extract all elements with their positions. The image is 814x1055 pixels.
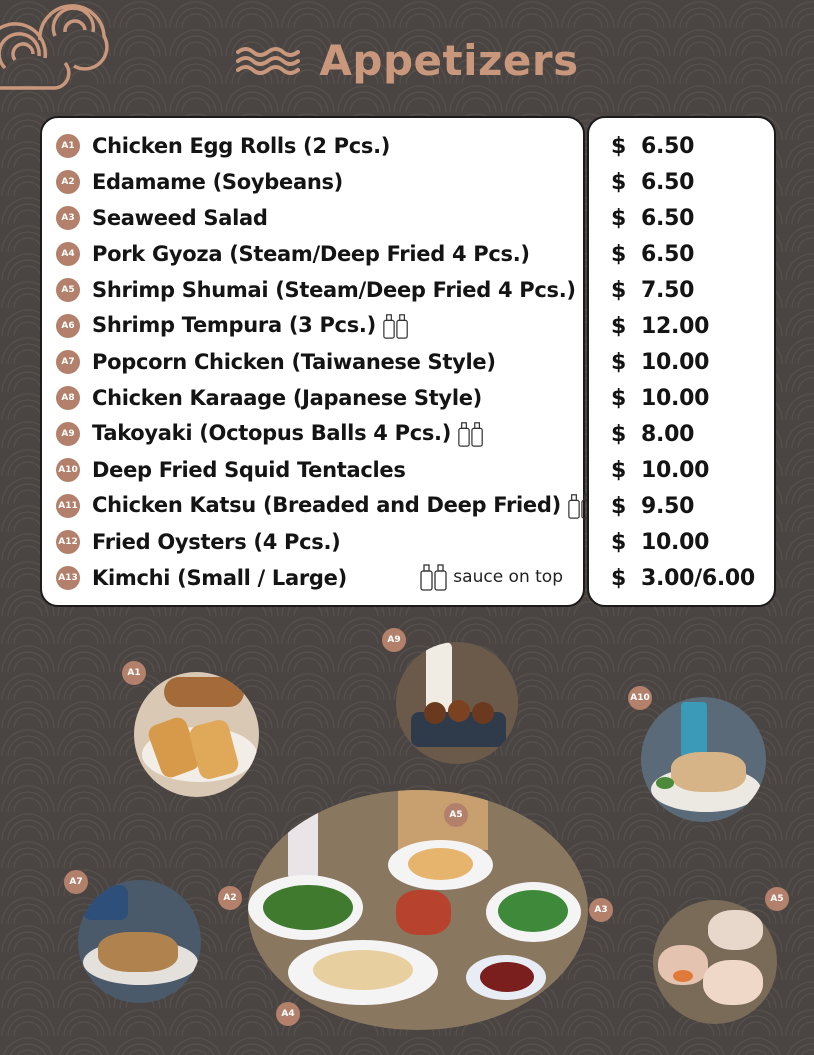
- page-title: Appetizers: [319, 36, 579, 85]
- sauce-bottles-icon: [382, 312, 410, 340]
- currency-symbol: $: [611, 205, 627, 231]
- photo-chicken-egg-rolls: [134, 672, 259, 797]
- photo-label-a1: A1: [122, 661, 146, 685]
- price-row: [589, 560, 778, 596]
- menu-item-row: [42, 380, 583, 416]
- item-name: Fried Oysters (4 Pcs.): [92, 530, 341, 554]
- menu-item-row: [42, 416, 583, 452]
- item-name: Pork Gyoza (Steam/Deep Fried 4 Pcs.): [92, 242, 530, 266]
- menu-prices-panel: [587, 116, 776, 607]
- item-price: 6.50: [641, 241, 695, 267]
- photo-popcorn-chicken: [78, 880, 201, 1003]
- item-code-badge: A9: [56, 422, 80, 446]
- menu-item-row: [42, 272, 583, 308]
- photo-shrimp-shumai: [653, 900, 777, 1024]
- item-price: 10.00: [641, 349, 710, 375]
- item-code-badge: A4: [56, 242, 80, 266]
- item-price: 6.50: [641, 205, 695, 231]
- menu-item-row: [42, 200, 583, 236]
- item-code-badge: A2: [56, 170, 80, 194]
- photo-appetizer-spread: [248, 790, 588, 1030]
- price-row: [589, 524, 778, 560]
- menu-item-row: [42, 344, 583, 380]
- menu-item-row: [42, 452, 583, 488]
- menu-item-row: [42, 128, 583, 164]
- item-name: Deep Fried Squid Tentacles: [92, 458, 406, 482]
- item-code-badge: A5: [56, 278, 80, 302]
- item-code-badge: A7: [56, 350, 80, 374]
- currency-symbol: $: [611, 493, 627, 519]
- price-row: [589, 452, 778, 488]
- item-code-badge: A6: [56, 314, 80, 338]
- photo-label-a5-top: A5: [444, 803, 468, 827]
- currency-symbol: $: [611, 313, 627, 339]
- photo-label-a7: A7: [64, 870, 88, 894]
- item-code-badge: A1: [56, 134, 80, 158]
- item-price: 6.50: [641, 169, 695, 195]
- photo-label-a9: A9: [382, 628, 406, 652]
- currency-symbol: $: [611, 169, 627, 195]
- item-price: 8.00: [641, 421, 695, 447]
- sauce-legend-text: sauce on top: [453, 567, 563, 587]
- currency-symbol: $: [611, 385, 627, 411]
- item-code-badge: A12: [56, 530, 80, 554]
- item-price: 12.00: [641, 313, 710, 339]
- sauce-bottles-icon: [457, 420, 485, 448]
- item-name: Kimchi (Small / Large): [92, 566, 347, 590]
- currency-symbol: $: [611, 133, 627, 159]
- item-name: Shrimp Shumai (Steam/Deep Fried 4 Pcs.): [92, 278, 576, 302]
- menu-item-row: [42, 308, 583, 344]
- currency-symbol: $: [611, 421, 627, 447]
- photo-label-a2: A2: [218, 886, 242, 910]
- price-row: [589, 488, 778, 524]
- item-price: 10.00: [641, 529, 710, 555]
- item-code-badge: A13: [56, 566, 80, 590]
- photo-label-a4: A4: [276, 1002, 300, 1026]
- page-header: [0, 36, 814, 85]
- price-row: [589, 380, 778, 416]
- menu-item-row: [42, 236, 583, 272]
- photo-label-a10: A10: [628, 686, 652, 710]
- price-row: [589, 344, 778, 380]
- photo-label-a5-right: A5: [765, 887, 789, 911]
- menu-items-panel: [40, 116, 585, 607]
- menu-item-row: [42, 524, 583, 560]
- currency-symbol: $: [611, 277, 627, 303]
- menu-item-row: [42, 164, 583, 200]
- item-code-badge: A3: [56, 206, 80, 230]
- price-row: [589, 308, 778, 344]
- menu-item-row: [42, 488, 583, 524]
- price-row: [589, 416, 778, 452]
- item-code-badge: A10: [56, 458, 80, 482]
- item-price: 3.00/6.00: [641, 565, 755, 591]
- item-name: Chicken Katsu (Breaded and Deep Fried): [92, 493, 561, 517]
- item-price: 10.00: [641, 385, 710, 411]
- photo-label-a3: A3: [589, 898, 613, 922]
- currency-symbol: $: [611, 565, 627, 591]
- photo-takoyaki: [396, 642, 518, 764]
- item-name: Takoyaki (Octopus Balls 4 Pcs.): [92, 421, 452, 445]
- item-name: Popcorn Chicken (Taiwanese Style): [92, 350, 496, 374]
- menu-item-row: [42, 560, 583, 596]
- item-name: Edamame (Soybeans): [92, 170, 343, 194]
- item-code-badge: A11: [56, 494, 80, 518]
- wave-lines-icon: [235, 46, 301, 76]
- item-price: 9.50: [641, 493, 695, 519]
- item-price: 7.50: [641, 277, 695, 303]
- item-name: Seaweed Salad: [92, 206, 268, 230]
- item-price: 10.00: [641, 457, 710, 483]
- currency-symbol: $: [611, 529, 627, 555]
- price-row: [589, 164, 778, 200]
- price-row: [589, 128, 778, 164]
- photo-squid-tentacles: [641, 697, 766, 822]
- price-row: [589, 272, 778, 308]
- currency-symbol: $: [611, 241, 627, 267]
- item-name: Chicken Karaage (Japanese Style): [92, 386, 482, 410]
- price-row: [589, 236, 778, 272]
- item-code-badge: A8: [56, 386, 80, 410]
- item-price: 6.50: [641, 133, 695, 159]
- price-row: [589, 200, 778, 236]
- item-name: Shrimp Tempura (3 Pcs.): [92, 313, 376, 337]
- currency-symbol: $: [611, 457, 627, 483]
- item-name: Chicken Egg Rolls (2 Pcs.): [92, 134, 391, 158]
- currency-symbol: $: [611, 349, 627, 375]
